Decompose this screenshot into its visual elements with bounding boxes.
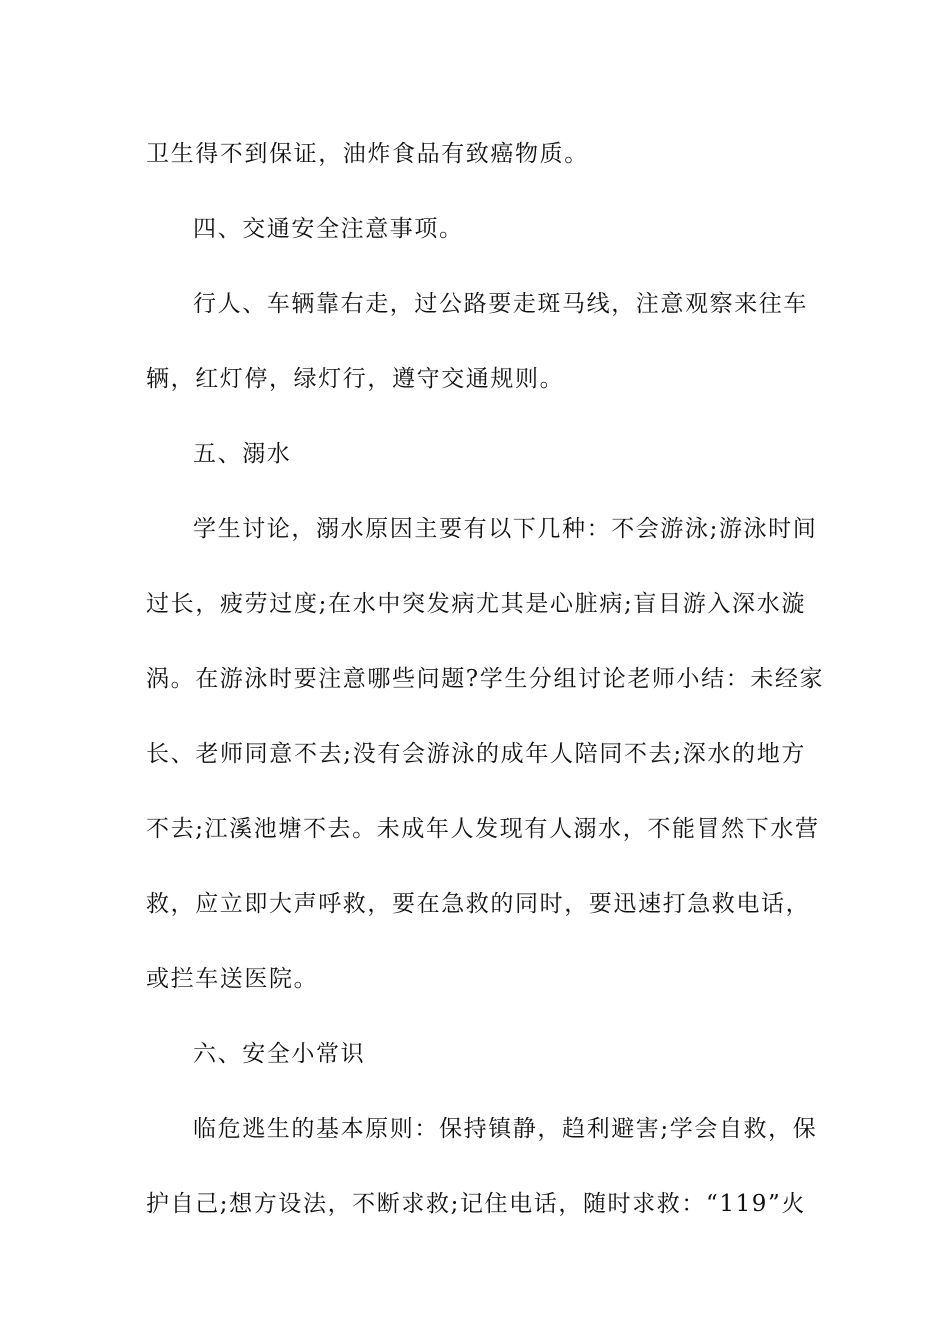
paragraph-line: 长、老师同意不去;没有会游泳的成年人陪同不去;深水的地方 bbox=[146, 741, 806, 767]
paragraph-line: 涡。在游泳时要注意哪些问题?学生分组讨论老师小结：未经家 bbox=[146, 666, 825, 692]
paragraph-line: 卫生得不到保证，油炸食品有致癌物质。 bbox=[146, 141, 589, 167]
paragraph-line: 护自己;想方设法，不断求救;记住电话，随时求救：“119”火 bbox=[146, 1191, 806, 1217]
paragraph-line: 或拦车送医院。 bbox=[146, 966, 319, 992]
paragraph-line: 临危逃生的基本原则：保持镇静，趋利避害;学会自救，保 bbox=[193, 1116, 818, 1142]
paragraph-line: 行人、车辆靠右走，过公路要走斑马线，注意观察来往车 bbox=[193, 291, 808, 317]
section-heading-drowning: 五、溺水 bbox=[193, 441, 292, 467]
paragraph-line: 学生讨论，溺水原因主要有以下几种：不会游泳;游泳时间 bbox=[193, 516, 818, 542]
paragraph-line: 过长，疲劳过度;在水中突发病尤其是心脏病;盲目游入深水漩 bbox=[146, 591, 806, 617]
section-heading-traffic-safety: 四、交通安全注意事项。 bbox=[193, 216, 464, 242]
section-heading-safety-tips: 六、安全小常识 bbox=[193, 1041, 366, 1067]
paragraph-line: 辆，红灯停，绿灯行，遵守交通规则。 bbox=[146, 366, 565, 392]
paragraph-line: 救，应立即大声呼救，要在急救的同时，要迅速打急救电话， bbox=[146, 891, 811, 917]
paragraph-line: 不去;江溪池塘不去。未成年人发现有人溺水，不能冒然下水营 bbox=[146, 816, 820, 842]
